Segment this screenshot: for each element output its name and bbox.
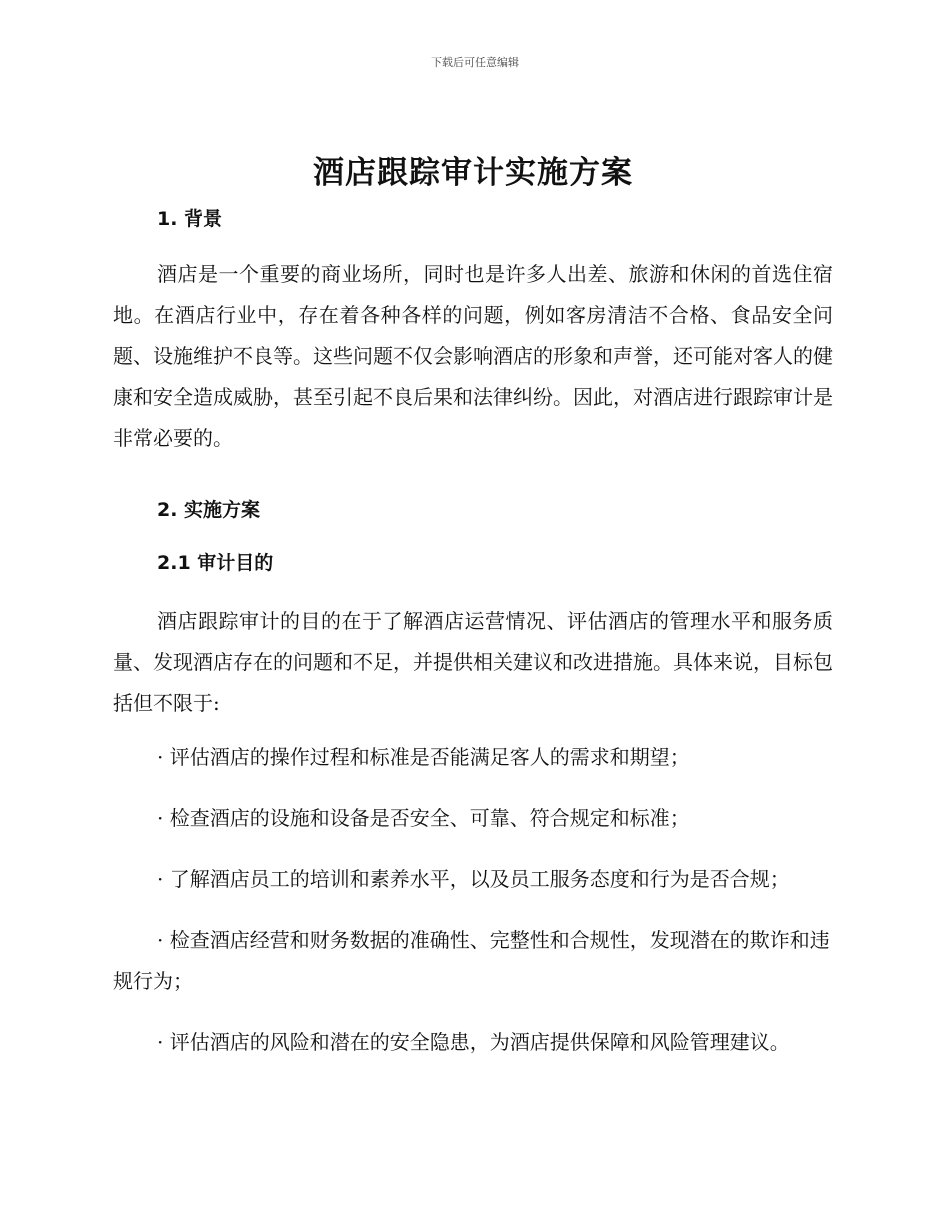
document-title: 酒店跟踪审计实施方案 (313, 155, 633, 191)
bullet-item-facilities: · 检查酒店的设施和设备是否安全、可靠、符合规定和标准； (157, 806, 690, 830)
section-heading-background: 1. 背景 (157, 208, 223, 230)
bullet-item-finance: · 检查酒店经营和财务数据的准确性、完整性和合规性，发现潜在的欺诈和违规行为； (113, 928, 830, 993)
bullet-item-staff: · 了解酒店员工的培训和素养水平，以及员工服务态度和行为是否合规； (157, 867, 790, 891)
page-header-note: 下载后可任意编辑 (431, 56, 519, 69)
paragraph-background: 酒店是一个重要的商业场所，同时也是许多人出差、旅游和休闲的首选住宿地。在酒店行业中，存在着各种各样的问题，例如客房清洁不合格、食品安全问题、设施维护不良等。这些问题不仅会影响酒店的形象和声誉，还可能对客人的健康和安全造成威胁，甚至引起不良后果和法律纠纷。因此，对酒店进行跟踪审计是非常必要的。 (113, 262, 833, 450)
bullet-item-risk: · 评估酒店的风险和潜在的安全隐患，为酒店提供保障和风险管理建议。 (157, 1030, 790, 1054)
section-heading-plan: 2. 实施方案 (157, 499, 261, 521)
paragraph-audit-goal: 酒店跟踪审计的目的在于了解酒店运营情况、评估酒店的管理水平和服务质量、发现酒店存在的问题和不足，并提供相关建议和改进措施。具体来说，目标包括但不限于: (113, 609, 833, 715)
document-body (113, 150, 833, 1063)
bullet-item-operations: · 评估酒店的操作过程和标准是否能满足客人的需求和期望； (157, 745, 690, 769)
section-heading-audit-goal: 2.1 审计目的 (157, 552, 274, 574)
